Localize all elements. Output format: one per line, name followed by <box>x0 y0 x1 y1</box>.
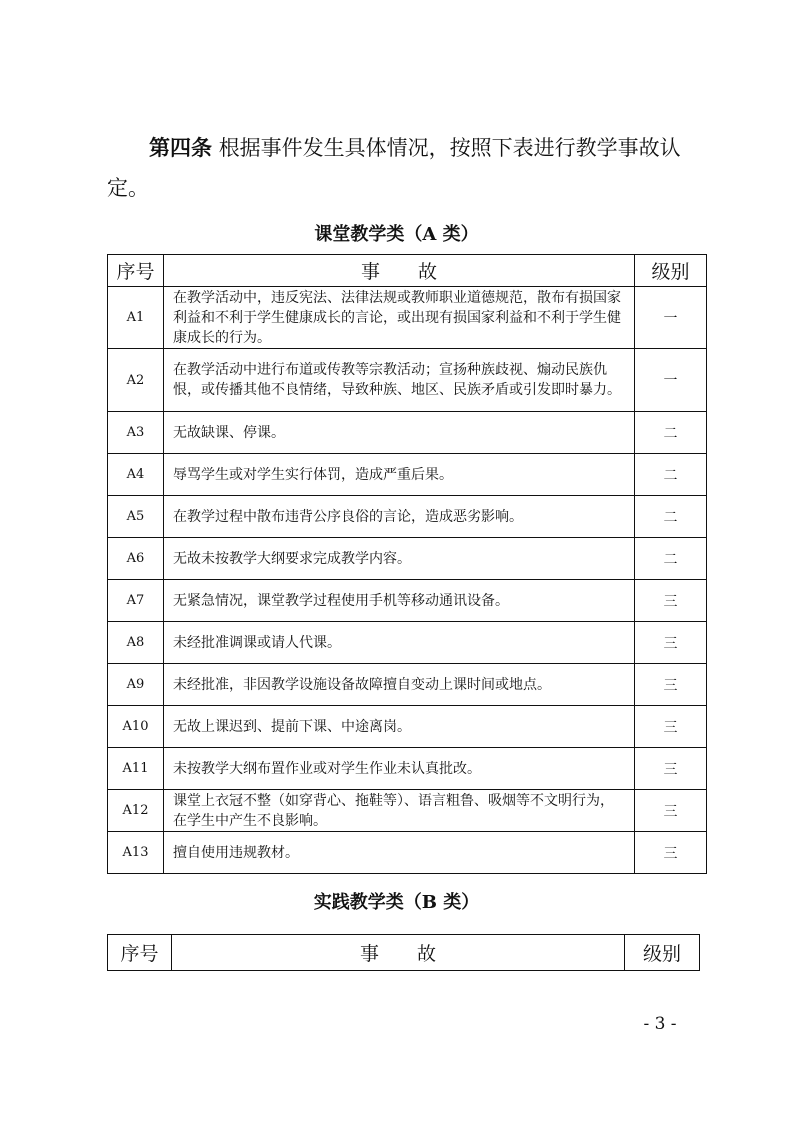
article-line-2: 定。 <box>107 176 149 200</box>
table-row <box>108 664 707 706</box>
table-row <box>108 832 707 874</box>
row-level: 二 <box>635 454 707 496</box>
row-code: A5 <box>108 496 164 538</box>
table-a-header-row <box>108 255 707 287</box>
header-code: 序号 <box>108 935 172 971</box>
table-row <box>108 580 707 622</box>
table-b <box>107 934 700 971</box>
row-level: 一 <box>635 287 707 349</box>
row-code: A1 <box>108 287 164 349</box>
row-level: 三 <box>635 790 707 832</box>
table-row <box>108 349 707 412</box>
row-level: 一 <box>635 349 707 412</box>
row-description: 擅自使用违规教材。 <box>164 832 635 874</box>
row-level: 三 <box>635 706 707 748</box>
row-description: 未按教学大纲布置作业或对学生作业未认真批改。 <box>164 748 635 790</box>
page-number: - 3 - <box>643 1014 677 1034</box>
row-description: 无故上课迟到、提前下课、中途离岗。 <box>164 706 635 748</box>
row-description: 无紧急情况，课堂教学过程使用手机等移动通讯设备。 <box>164 580 635 622</box>
article-line-1 <box>107 128 707 168</box>
row-code: A8 <box>108 622 164 664</box>
row-level: 三 <box>635 748 707 790</box>
table-b-header-row <box>108 935 700 971</box>
table-row <box>108 790 707 832</box>
table-row <box>108 412 707 454</box>
row-description: 在教学活动中，违反宪法、法律法规或教师职业道德规范，散布有损国家利益和不利于学生健康成长的言论，或出现有损国家利益和不利于学生健康成长的行为。 <box>164 287 635 349</box>
header-event: 事 故 <box>172 935 625 971</box>
table-a <box>107 254 707 874</box>
row-description: 课堂上衣冠不整（如穿背心、拖鞋等）、语言粗鲁、吸烟等不文明行为，在学生中产生不良影响。 <box>164 790 635 832</box>
article-lead: 第四条 <box>149 135 212 160</box>
table-row <box>108 622 707 664</box>
row-code: A4 <box>108 454 164 496</box>
row-code: A9 <box>108 664 164 706</box>
header-level: 级别 <box>625 935 700 971</box>
row-description: 辱骂学生或对学生实行体罚，造成严重后果。 <box>164 454 635 496</box>
table-row <box>108 748 707 790</box>
row-description: 无故缺课、停课。 <box>164 412 635 454</box>
table-row <box>108 538 707 580</box>
table-row <box>108 496 707 538</box>
table-row <box>108 454 707 496</box>
row-code: A3 <box>108 412 164 454</box>
header-event: 事 故 <box>164 255 635 287</box>
row-level: 二 <box>635 496 707 538</box>
row-code: A7 <box>108 580 164 622</box>
row-level: 二 <box>635 412 707 454</box>
row-level: 三 <box>635 622 707 664</box>
row-code: A12 <box>108 790 164 832</box>
row-code: A10 <box>108 706 164 748</box>
table-b-title: 实践教学类（B 类） <box>313 892 480 913</box>
row-level: 三 <box>635 832 707 874</box>
table-row <box>108 287 707 349</box>
row-level: 二 <box>635 538 707 580</box>
row-level: 三 <box>635 580 707 622</box>
row-description: 未经批准调课或请人代课。 <box>164 622 635 664</box>
row-code: A13 <box>108 832 164 874</box>
table-row <box>108 706 707 748</box>
header-code: 序号 <box>108 255 164 287</box>
row-code: A2 <box>108 349 164 412</box>
header-level: 级别 <box>635 255 707 287</box>
row-level: 三 <box>635 664 707 706</box>
row-description: 在教学活动中进行布道或传教等宗教活动；宣扬种族歧视、煽动民族仇恨，或传播其他不良情绪，导致种族、地区、民族矛盾或引发即时暴力。 <box>164 349 635 412</box>
row-description: 未经批准，非因教学设施设备故障擅自变动上课时间或地点。 <box>164 664 635 706</box>
row-code: A11 <box>108 748 164 790</box>
table-a-title: 课堂教学类（A 类） <box>314 224 479 245</box>
article-paragraph <box>107 128 707 208</box>
row-code: A6 <box>108 538 164 580</box>
row-description: 在教学过程中散布违背公序良俗的言论，造成恶劣影响。 <box>164 496 635 538</box>
row-description: 无故未按教学大纲要求完成教学内容。 <box>164 538 635 580</box>
article-text-1: 根据事件发生具体情况，按照下表进行教学事故认 <box>218 136 681 160</box>
